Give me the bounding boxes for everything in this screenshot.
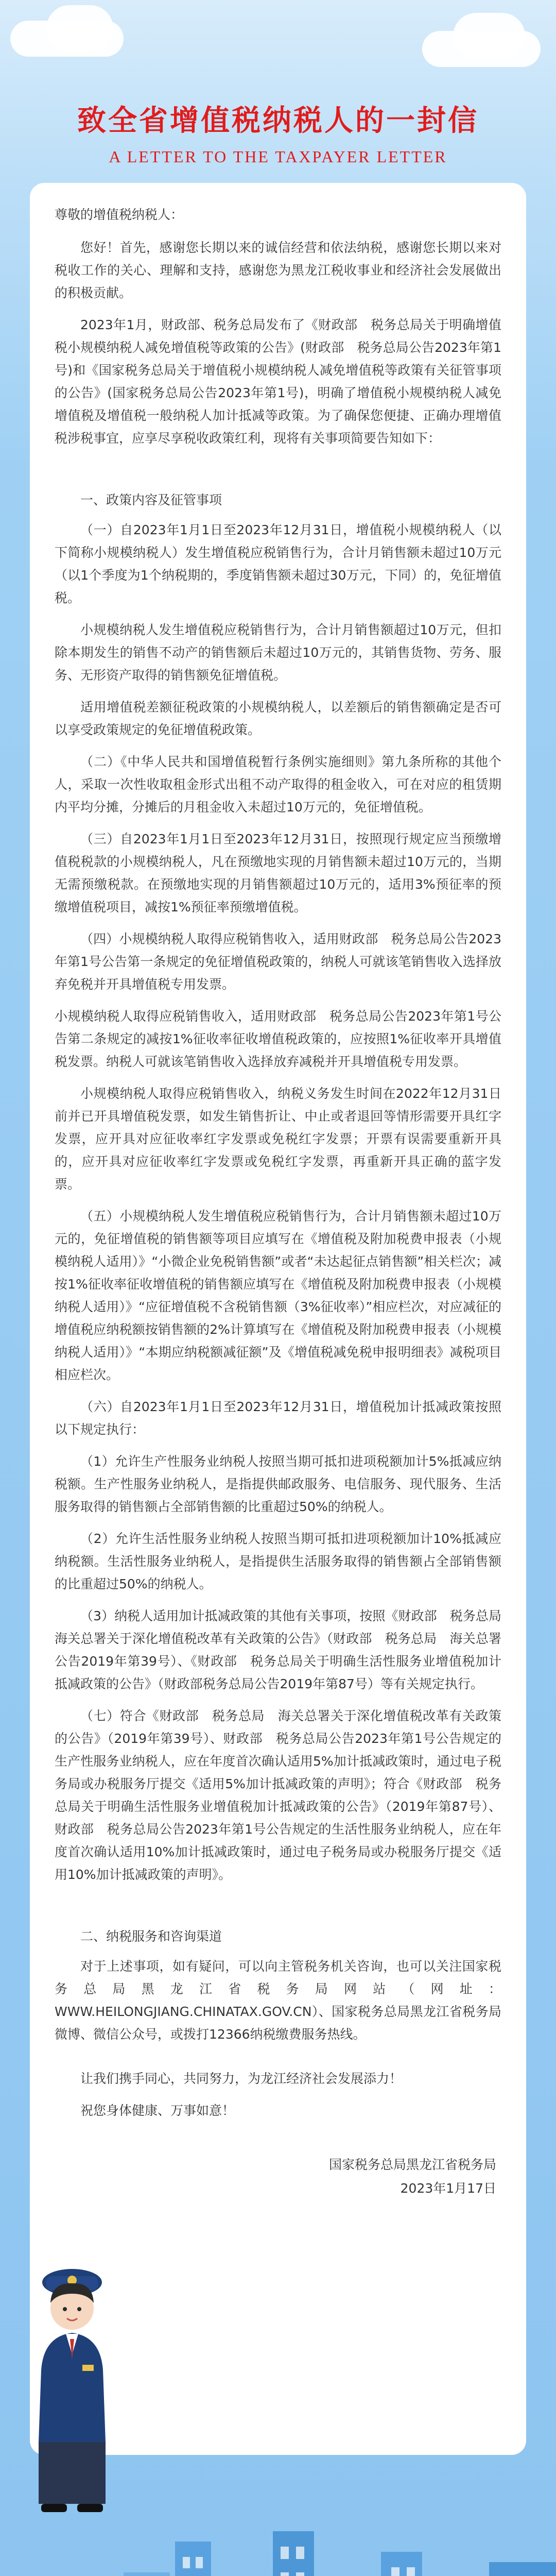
page-subtitle: A LETTER TO THE TAXPAYER LETTER	[109, 147, 447, 166]
section-paragraph: （六）自2023年1月1日至2023年12月31日，增值税加计抵减政策按照以下规定执行：	[55, 1399, 501, 1437]
closing-line: 祝您身体健康、万事如意！	[80, 2103, 235, 2118]
section-paragraph: 小规模纳税人取得应税销售收入，纳税义务发生时间在2022年12月31日前并已开具增值税发票，如发生销售折让、中止或者退回等情形需要开具红字发票，应开具对应征收率红字发票或免税红字发票；开票有误需要重新开具的，应开具对应征收率红字发票或免税红字发票，再重新开具正确的蓝字发票。	[55, 1086, 501, 1192]
section-title: 一、政策内容及征管事项	[80, 493, 222, 507]
cloud	[46, 5, 113, 52]
section-paragraph: （三）自2023年1月1日至2023年12月31日，按照现行规定应当预缴增值税税款的小规模纳税人，凡在预缴地实现的月销售额未超过10万元的，当期无需预缴税款。在预缴地实现的月销售额超过10万元的，适用3%预征率的预缴增值税项目，减按1%预征率预缴增值税。	[55, 832, 501, 914]
salutation: 尊敬的增值税纳税人：	[55, 207, 184, 222]
section-paragraph: 小规模纳税人发生增值税应税销售行为，合计月销售额超过10万元，但扣除本期发生的销售不动产的销售额后未超过10万元的，其销售货物、劳务、服务、无形资产取得的销售额免征增值税。	[55, 622, 501, 683]
section-title: 二、纳税服务和咨询渠道	[80, 1929, 222, 1944]
letter-body	[55, 204, 515, 2200]
intro-paragraph: 2023年1月，财政部、税务总局发布了《财政部 税务总局关于明确增值税小规模纳税人减免增值税等政策的公告》(财政部 税务总局公告2023年第1号)和《国家税务总局关于增值税小规模纳税人减免增值税等政策有关征管事项的公告》(国家税务总局公告2023年第1号)，明确了增值税小规模纳税人减免增值税及增值税一般纳税人加计抵减等政策。为了确保您便捷、正确办理增值税涉税事宜，应享尽享税收政策红利，现将有关事项简要告知如下：	[55, 317, 501, 446]
section-paragraph: （七）符合《财政部 税务总局 海关总署关于深化增值税改革有关政策的公告》（2019年第39号）、财政部 税务总局公告2023年第1号公告规定的生产性服务业纳税人，应在年度首次确认适用5%加计抵减政策时，通过电子税务局或办税服务厅提交《适用5%加计抵减政策的声明》；符合《财政部 税务总局关于明确生活性服务业增值税加计抵减政策的公告》（2019年第87号）、财政部 税务总局公告2023年第1号公告规定的生活性服务业纳税人，应在年度首次确认适用10%加计抵减政策时，通过电子税务局或办税服务厅提交《适用10%加计抵减政策的声明》。	[55, 1708, 501, 1882]
section-paragraph: （四）小规模纳税人取得应税销售收入，适用财政部 税务总局公告2023年第1号公告第一条规定的免征增值税政策的，纳税人可就该笔销售收入选择放弃免税并开具增值税专用发票。	[55, 931, 501, 992]
intro-paragraph: 您好！首先，感谢您长期以来的诚信经营和依法纳税，感谢您长期以来对税收工作的关心、理解和支持，感谢您为黑龙江税收事业和经济社会发展做出的积极贡献。	[55, 240, 501, 300]
letter-card	[30, 183, 526, 2455]
signature-date: 2023年1月17日	[400, 2181, 496, 2196]
section-paragraph: （3）纳税人适用加计抵减政策的其他有关事项，按照《财政部 税务总局 海关总署关于深化增值税改革有关政策的公告》（财政部 税务总局 海关总署公告2019年第39号）、《财政部 税务总局关于明确生活性服务业增值税加计抵减政策的公告》（财政部税务总局公告2019年第87号）等有关规定执行。	[55, 1608, 515, 1691]
section-paragraph: （五）小规模纳税人发生增值税应税销售行为，合计月销售额未超过10万元的，免征增值税的销售额等项目应填写在《增值税及附加税费申报表（小规模纳税人适用）》“小微企业免税销售额”或者“未达起征点销售额”相关栏次；减按1%征收率征收增值税的销售额应填写在《增值税及附加税费申报表（小规模纳税人适用）》“应征增值税不含税销售额（3%征收率）”相应栏次，对应减征的增值税应纳税额按销售额的2%计算填写在《增值税及附加税费申报表（小规模纳税人适用）》“本期应纳税额减征额”及《增值税减免税申报明细表》减税项目相应栏次。	[55, 1209, 501, 1382]
cloud	[453, 13, 525, 59]
section-paragraph: （二）《中华人民共和国增值税暂行条例实施细则》第九条所称的其他个人，采取一次性收取租金形式出租不动产取得的租金收入，可在对应的租赁期内平均分摊，分摊后的月租金收入未超过10万元的，免征增值税。	[55, 754, 501, 815]
page-title: 致全省增值税纳税人的一封信	[77, 104, 479, 138]
section-paragraph: 适用增值税差额征税政策的小规模纳税人，以差额后的销售额确定是否可以享受政策规定的免征增值税政策。	[55, 700, 501, 737]
section-paragraph: （2）允许生活性服务业纳税人按照当期可抵扣进项税额加计10%抵减应纳税额。生活性服务业纳税人，是指提供生活服务取得的销售额占全部销售额的比重超过50%的纳税人。	[55, 1531, 501, 1591]
section-paragraph: 对于上述事项，如有疑问，可以向主管税务机关咨询，也可以关注国家税务总局黑龙江省税务局网站（网址：WWW.HEILONGJIANG.CHINATAX.GOV.CN）、国家税务总局黑龙江省税务局微博、微信公众号，或拨打12366纳税缴费服务热线。	[55, 1959, 501, 2042]
signature-org: 国家税务总局黑龙江省税务局	[328, 2157, 496, 2172]
closing-line: 让我们携手同心，共同努力，为龙江经济社会发展添力！	[80, 2071, 403, 2086]
letter-header	[0, 98, 556, 166]
section-paragraph: （一）自2023年1月1日至2023年12月31日，增值税小规模纳税人（以下简称小规模纳税人）发生增值税应税销售行为，合计月销售额未超过10万元（以1个季度为1个纳税期的，季度销售额未超过30万元，下同）的，免征增值税。	[55, 522, 501, 605]
signature-block	[55, 2153, 501, 2200]
section-paragraph: 小规模纳税人取得应税销售收入，适用财政部 税务总局公告2023年第1号公告第二条规定的减按1%征收率征收增值税政策的，应按照1%征收率开具增值税发票。纳税人可就该笔销售收入选择放弃减税并开具增值税专用发票。	[55, 1009, 501, 1069]
tax-officer-figure	[21, 2246, 124, 2514]
section-paragraph: （1）允许生产性服务业纳税人按照当期可抵扣进项税额加计5%抵减应纳税额。生产性服务业纳税人，是指提供邮政服务、电信服务、现代服务、生活服务取得的销售额占全部销售额的比重超过50%的纳税人。	[55, 1454, 501, 1514]
